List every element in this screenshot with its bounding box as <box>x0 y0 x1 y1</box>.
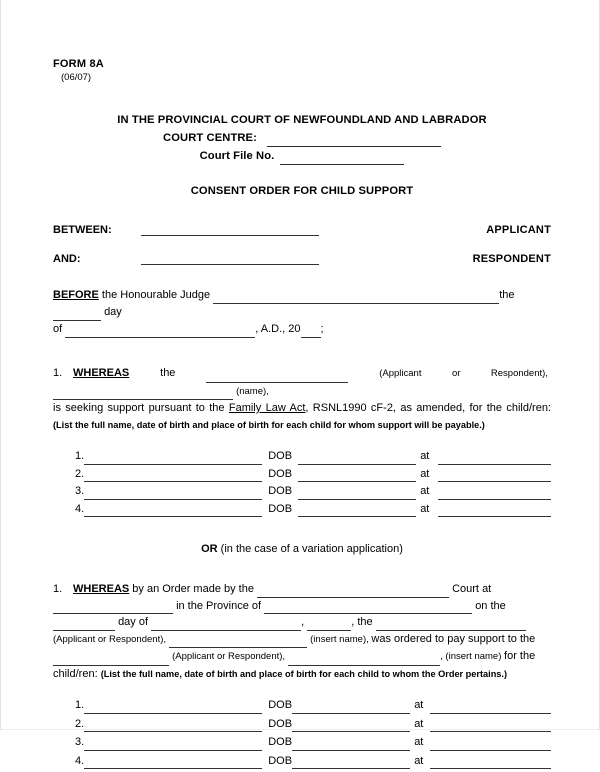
whereas-variation-text-11: child/ren: <box>53 667 101 680</box>
child-dob-input[interactable] <box>298 502 416 518</box>
order-day-input[interactable] <box>53 620 115 630</box>
order-province-input[interactable] <box>264 604 472 614</box>
form-number: FORM 8A <box>53 58 104 70</box>
whereas-variation-instruction: (List the full name, date of birth and place of birth for each child to whom the Order pertains.) <box>100 668 508 679</box>
whereas-variation-text-7: , <box>301 616 308 628</box>
at-label: at <box>420 450 430 462</box>
whereas-support-keyword: WHEREAS <box>73 367 130 379</box>
at-label: at <box>420 485 430 497</box>
court-centre-label: COURT CENTRE: <box>163 132 257 144</box>
at-label: at <box>414 717 424 730</box>
day-number-input[interactable] <box>53 311 101 321</box>
dob-label: DOB <box>268 485 293 497</box>
child-name-input[interactable] <box>84 449 262 465</box>
or-divider <box>53 543 551 555</box>
dob-label: DOB <box>268 736 293 748</box>
applicant-role-label: APPLICANT <box>486 224 551 236</box>
whereas-variation-text-9: was ordered to pay support to the <box>371 632 536 645</box>
child-dob-input[interactable] <box>298 484 416 500</box>
whereas-support-paragraph <box>53 365 551 433</box>
year-input[interactable] <box>301 328 321 338</box>
whereas-support-text-2: is seeking support pursuant to the <box>53 402 229 414</box>
whereas-variation-text-10: for the <box>504 650 536 662</box>
child-name-input[interactable] <box>84 467 262 483</box>
child-place-input[interactable] <box>430 698 551 714</box>
child-index: 3. <box>75 485 85 497</box>
list-item <box>53 735 551 751</box>
whereas-variation-text-2: Court <box>452 583 479 595</box>
before-text-3: day <box>104 306 122 318</box>
between-row <box>53 224 551 236</box>
before-paragraph <box>53 287 551 338</box>
order-month-input[interactable] <box>151 620 301 630</box>
child-place-input[interactable] <box>430 754 551 770</box>
child-index: 2. <box>75 467 85 480</box>
children-variation-list <box>53 698 551 769</box>
at-label: at <box>414 699 424 711</box>
dob-label: DOB <box>268 467 293 480</box>
parties-block <box>53 224 551 265</box>
payee-type-input[interactable] <box>53 655 169 665</box>
child-name-input[interactable] <box>84 502 262 518</box>
court-file-no-label: Court File No. <box>199 150 275 162</box>
at-label: at <box>420 467 430 480</box>
applicant-respondent-note-2: (Applicant or Respondent), <box>53 633 167 645</box>
dob-label: DOB <box>268 754 293 767</box>
insert-name-note-1: (insert name), <box>310 633 372 645</box>
before-text-1: the Honourable Judge <box>98 289 214 301</box>
form-number-block <box>53 58 551 71</box>
child-place-input[interactable] <box>430 735 551 751</box>
whereas-support-instruction: (List the full name, date of birth and place of birth for each child for whom support will be payable.) <box>53 419 485 430</box>
and-row <box>53 253 551 265</box>
child-name-input[interactable] <box>84 735 262 751</box>
before-text-5: , A.D., 20 <box>255 323 301 335</box>
child-dob-input[interactable] <box>292 735 410 751</box>
insert-name-note-2: , (insert name) <box>440 651 505 662</box>
child-dob-input[interactable] <box>292 754 410 770</box>
whereas-variation-text-4: in the Province of <box>176 599 265 612</box>
whereas-variation-number: 1. <box>53 583 63 595</box>
child-name-input[interactable] <box>84 484 262 500</box>
dob-label: DOB <box>268 717 293 730</box>
judge-name-input[interactable] <box>213 294 499 304</box>
court-centre-line <box>53 130 551 147</box>
list-item <box>53 449 551 465</box>
list-item <box>53 467 551 483</box>
at-label: at <box>414 754 424 767</box>
document-content <box>53 58 551 772</box>
child-index: 1. <box>75 699 85 711</box>
order-location-input[interactable] <box>53 604 173 614</box>
before-text-6: ; <box>320 323 324 335</box>
child-place-input[interactable] <box>438 449 551 465</box>
child-name-input[interactable] <box>84 698 262 714</box>
month-input[interactable] <box>65 328 255 338</box>
party-name-input-1[interactable] <box>53 390 233 400</box>
child-dob-input[interactable] <box>298 467 416 483</box>
between-label: BETWEEN: <box>53 224 112 236</box>
list-item <box>53 502 551 518</box>
applicant-respondent-note-1: (Applicant or Respondent), <box>379 368 548 379</box>
document-title: CONSENT ORDER FOR CHILD SUPPORT <box>190 185 414 197</box>
whereas-variation-paragraph <box>53 581 551 682</box>
order-court-input[interactable] <box>257 587 449 597</box>
at-label: at <box>420 502 430 515</box>
child-place-input[interactable] <box>438 502 551 518</box>
form-revision: (06/07) <box>61 72 92 83</box>
child-dob-input[interactable] <box>298 449 416 465</box>
name-note-1: (name), <box>236 385 269 397</box>
whereas-support-text-3: , RSNL1990 cF-2, as amended, for the child/ren: <box>305 402 551 414</box>
child-index: 3. <box>75 736 85 748</box>
applicant-respondent-note-3: (Applicant or Respondent), <box>172 651 286 662</box>
child-name-input[interactable] <box>84 754 262 770</box>
child-index: 1. <box>75 450 85 462</box>
payor-type-input[interactable] <box>376 620 526 630</box>
child-dob-input[interactable] <box>292 698 410 714</box>
court-heading: IN THE PROVINCIAL COURT OF NEWFOUNDLAND AND LABRADOR <box>117 114 487 126</box>
dob-label: DOB <box>268 450 293 462</box>
child-place-input[interactable] <box>438 467 551 483</box>
whereas-variation-text-3: at <box>482 583 492 595</box>
list-item <box>53 484 551 500</box>
child-index: 4. <box>75 754 85 767</box>
before-text-4: of <box>53 323 63 335</box>
whereas-variation-last-line <box>53 666 551 683</box>
or-description: (in the case of a variation application) <box>217 543 403 555</box>
party-type-input-1[interactable] <box>206 372 348 382</box>
applicant-name-field[interactable] <box>141 224 319 236</box>
dob-label: DOB <box>268 699 293 711</box>
before-text-2: the <box>499 289 515 301</box>
whereas-variation-keyword: WHEREAS <box>73 583 130 595</box>
or-keyword: OR <box>201 543 218 555</box>
children-support-list <box>53 449 551 517</box>
child-index: 4. <box>75 502 85 515</box>
list-item <box>53 754 551 770</box>
before-keyword: BEFORE <box>53 289 99 301</box>
court-heading-block <box>53 112 551 165</box>
court-file-no-input[interactable] <box>280 155 404 165</box>
whereas-variation-text-6: day of <box>118 616 152 628</box>
list-item <box>53 698 551 714</box>
court-centre-input[interactable] <box>267 137 441 147</box>
whereas-variation-text-5: on the <box>475 599 506 612</box>
dob-label: DOB <box>268 502 293 515</box>
whereas-variation-text-8: , the <box>351 616 376 628</box>
whereas-support-number: 1. <box>53 367 63 379</box>
order-year-input[interactable] <box>307 620 351 630</box>
whereas-support-text-1: the <box>129 367 207 379</box>
and-label: AND: <box>53 253 81 265</box>
court-file-no-line <box>53 148 551 165</box>
respondent-name-field[interactable] <box>141 253 319 265</box>
child-index: 2. <box>75 717 85 730</box>
payee-name-input[interactable] <box>288 655 440 665</box>
whereas-variation-text-1: by an Order made by the <box>129 583 258 595</box>
statute-name: Family Law Act <box>228 402 306 414</box>
child-place-input[interactable] <box>438 484 551 500</box>
at-label: at <box>414 736 424 748</box>
respondent-role-label: RESPONDENT <box>472 253 551 265</box>
payor-name-input[interactable] <box>169 638 307 648</box>
